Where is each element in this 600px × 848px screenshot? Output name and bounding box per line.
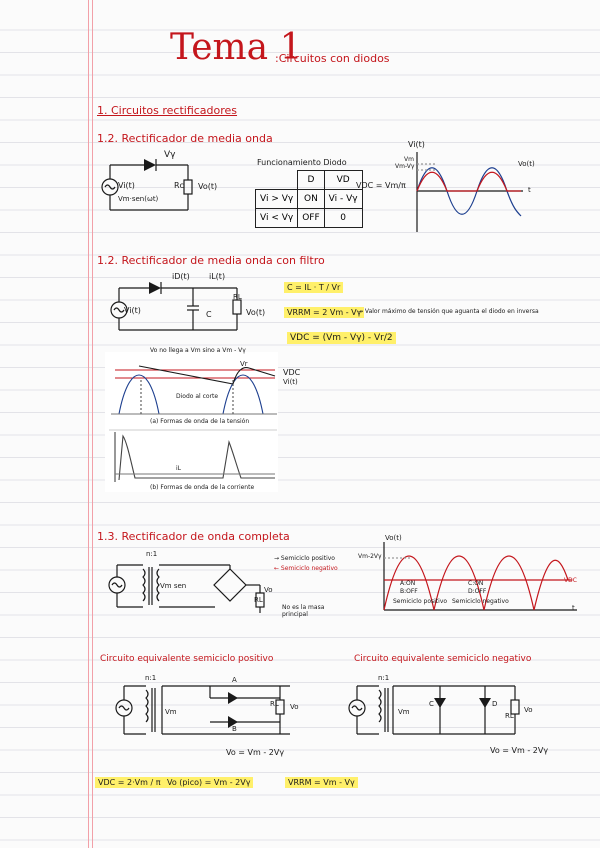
fig-annotation: Vo no llega a Vm sino a Vm - Vγ [150, 347, 246, 354]
eq-neg-vm: Vm [398, 708, 410, 716]
hw-graph-y-label: Vi(t) [408, 140, 425, 149]
full-wave-bridge-circuit [105, 555, 275, 620]
fig-vdc: VDC [283, 368, 301, 377]
fw-graph-y: Vo(t) [385, 534, 402, 542]
half-wave-output-label: Vo(t) [198, 182, 218, 191]
fw-graph-level: Vm-2Vγ [358, 553, 382, 560]
half-wave-circuit [100, 150, 200, 220]
eq-positive-circuit [110, 678, 300, 743]
fw-c-on: C:ON [468, 580, 484, 587]
fw-d-off: D:OFF [468, 588, 487, 595]
margin-line-right [92, 0, 93, 848]
eq-neg-vo: Vo [524, 706, 533, 714]
filter-out-label: Vo(t) [246, 308, 266, 317]
eq-pos-b: B [232, 725, 237, 733]
half-wave-resistor-label: Rc [174, 181, 184, 190]
half-wave-source-label: Vi(t) [118, 181, 135, 190]
table-cell: Vi - Vγ [324, 190, 362, 209]
summary-vrrm: VRRM = Vm - Vγ [285, 777, 358, 788]
filter-id-label: iD(t) [172, 272, 190, 281]
eq-pos-rl: RL [270, 700, 279, 708]
table-header: VD [324, 171, 362, 190]
summary-vo-peak: Vo (pico) = Vm - 2Vγ [164, 777, 253, 788]
half-wave-graph [405, 150, 530, 235]
fig-vi: Vi(t) [283, 378, 298, 386]
table-cell: 0 [324, 209, 362, 228]
fig-il: iL [176, 465, 182, 472]
table-cell: Vi > Vγ [256, 190, 298, 209]
fw-b-off: B:OFF [400, 588, 418, 595]
formula-capacitor: C = IL · T / Vr [284, 282, 343, 293]
hw-graph-vo: Vo(t) [518, 160, 535, 168]
hw-graph-vm-minus: Vm-Vγ [395, 163, 415, 170]
eq-neg-ratio: n:1 [378, 674, 390, 682]
table-cell: ON [298, 190, 324, 209]
half-wave-source-formula: Vm·sen(ωt) [118, 195, 159, 203]
fw-ground-note: No es la masa principal [282, 604, 325, 618]
half-wave-heading: 1.2. Rectificador de media onda [97, 132, 273, 145]
fw-semi-pos: Semiciclo positivo [393, 598, 448, 605]
eq-neg-rl: RL [505, 712, 514, 720]
eq-positive-title: Circuito equivalente semiciclo positivo [100, 654, 274, 664]
eq-pos-vm: Vm [165, 708, 177, 716]
fw-rl: RL [254, 596, 263, 604]
table-header [256, 171, 298, 190]
eq-pos-vo: Vo [290, 703, 299, 711]
formula-vdc-filter: VDC = (Vm - Vγ) - Vr/2 [287, 332, 396, 344]
eq-neg-d: D [492, 700, 498, 708]
eq-negative-circuit [345, 678, 535, 743]
eq-pos-ratio: n:1 [145, 674, 157, 682]
legend-negative: ← Semiciclo negativo [274, 565, 338, 572]
fw-vo: Vo [264, 586, 273, 594]
fw-graph-t: t [572, 604, 575, 612]
filter-cap-label: C [206, 310, 212, 319]
fw-graph-vdc: VDC [564, 577, 577, 584]
filter-il-label: iL(t) [209, 272, 226, 281]
table-cell: OFF [298, 209, 324, 228]
formula-vrrm: VRRM = 2 Vm - Vγ [284, 307, 364, 318]
fw-ratio: n:1 [146, 550, 158, 558]
eq-neg-result: Vo = Vm - 2Vγ [490, 746, 549, 755]
fig-diode-off: Diodo al corte [176, 393, 219, 400]
hw-graph-vm: Vm [404, 156, 414, 163]
page-title: Tema 1 [170, 27, 303, 68]
fw-semi-neg: Semiciclo negativo [452, 598, 509, 605]
diode-truth-table [255, 170, 363, 228]
eq-negative-title: Circuito equivalente semiciclo negativo [354, 654, 532, 664]
full-wave-heading: 1.3. Rectificador de onda completa [97, 530, 290, 543]
fw-a-on: A:ON [400, 580, 416, 587]
eq-pos-a: A [232, 676, 237, 684]
margin-line-left [88, 0, 89, 848]
legend-positive: → Semiciclo positivo [274, 555, 335, 562]
hw-graph-t: t [528, 186, 531, 194]
fig-caption-a: (a) Formas de onda de la tensión [150, 418, 250, 425]
table-cell: Vi < Vγ [256, 209, 298, 228]
section-heading: 1. Circuitos rectificadores [97, 104, 238, 117]
fig-vr: Vr [240, 360, 248, 368]
note-vrrm: → Valor máximo de tensión que aguanta el diodo en inversa [358, 308, 539, 315]
fw-secondary: Vm sen [160, 582, 187, 590]
half-wave-vgamma: Vγ [164, 150, 176, 160]
fig-caption-b: (b) Formas de onda de la corriente [150, 484, 255, 491]
summary-vdc: VDC = 2·Vm / π [95, 777, 164, 788]
table-header: D [298, 171, 324, 190]
half-wave-vdc: VDC = Vm/π [356, 181, 406, 190]
filter-rl-label: RL [233, 293, 242, 301]
filter-heading: 1.2. Rectificador de media onda con filtro [97, 254, 325, 267]
filter-source-label: Vi(t) [124, 306, 141, 315]
eq-neg-c: C [429, 700, 434, 708]
page-subtitle: :Circuitos con diodos [275, 52, 390, 65]
diode-table-title: Funcionamiento Diodo [257, 158, 347, 167]
eq-pos-result: Vo = Vm - 2Vγ [226, 748, 285, 757]
